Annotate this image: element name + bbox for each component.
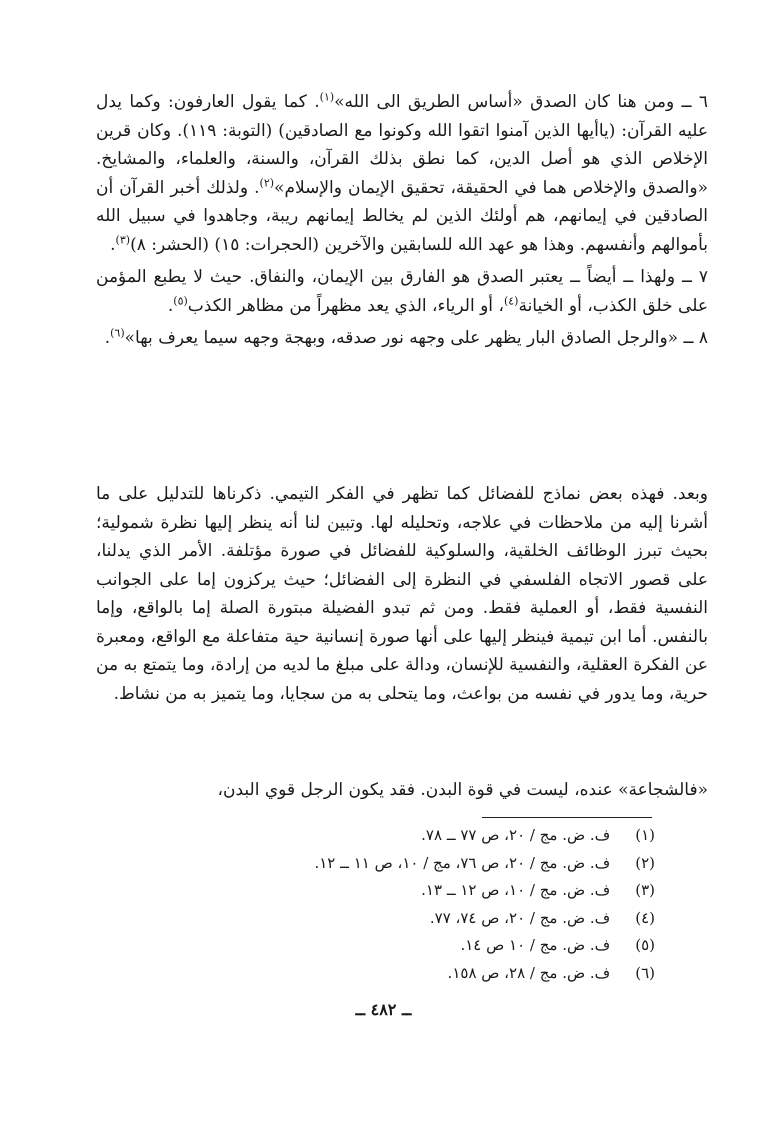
paragraph-6-text-c: . ولذلك أخبر القرآن أن الصادقين في إيمانهم، هم أولئك الذين لم يخالط إيمانهم ريبة، وجاهدوا في سبيل الله بأموالهم وأنفسهم. وهذا هو عهد الله للسابقين والآخرين (الحجرات: ١٥) (الحشر: ٨)	[96, 177, 708, 255]
main-paragraph: وبعد. فهذه بعض نماذج للفضائل كما تظهر في الفكر التيمي. ذكرناها للتدليل على ما أشرنا إليه من ملاحظات في علاجه، وتحليله لها. وتبين لنا أنه ينظر إليها نظرة شمولية؛ بحيث تبرز الوظائف الخلقية، والسلوكية للفضائل في صورة مؤتلفة. الأمر الذي يدلنا، على قصور الاتجاه الفلسفي في النظرة إلى الفضائل؛ حيث يركزون إما على الجوانب النفسية فقط، أو العملية فقط. ومن ثم تبدو الفضيلة مبتورة الصلة إما بالواقع، وإما بالنفس. أما ابن تيمية فينظر إليها على أنها صورة إنسانية حية متفاعلة مع الواقع، ومعبرة عن الفكرة العقلية، والنفسية للإنسان، ودالة على مبلغ ما لديه من إرادة، وما يتمتع به من حرية، وما يدور في نفسه من بواعث، وما يتحلى به من سجايا، وما يتميز به من نشاط.	[96, 484, 708, 704]
paragraph-6-text-b: . كما يقول العارفون: وكما يدل عليه القرآن: (ياأيها الذين آمنوا اتقوا الله وكونوا مع الصادقين) (التوبة: ١١٩). وكان قرين الإخلاص الذي هو أصل الدين، كما نطق بذلك القرآن، والسنة، والعلماء، والمشايخ. «والصدق والإخلاص هما في الحقيقة، تحقيق الإيمان والإسلام»	[96, 92, 708, 198]
footnote-text: ف. ض. مج / ٢٠، ص ٧٤، ٧٧.	[429, 908, 611, 927]
paragraph-8-text-a: ٨ ــ «والرجل الصادق البار يظهر على وجهه نور صدقه، وبهجة وجهه سيما يعرف بها»	[124, 328, 708, 348]
paragraph-7-text-c: .	[167, 295, 174, 316]
paragraph-6	[96, 88, 708, 259]
footnote-text: ف. ض. مج / ١٠، ص ١٢ ــ ١٣.	[421, 881, 611, 899]
footnote-item	[180, 822, 655, 850]
footnote-item	[180, 960, 655, 988]
footnote-text: ف. ض. مج / ٢٠، ص ٧٧ ــ ٧٨.	[421, 826, 611, 844]
paragraph-7-text-b: ، أو الرياء، الذي يعد مظهراً من مظاهر الكذب	[187, 295, 504, 316]
footnote-number: (٥)	[635, 936, 655, 954]
footnote-ref-2: (٢)	[259, 175, 275, 189]
footnote-ref-5: (٥)	[173, 293, 188, 307]
paragraph-7-text-a: ٧ ــ ولهذا ــ أيضاً ــ يعتبر الصدق هو الفارق بين الإيمان، والنفاق. حيث لا يطبع المؤمن على خلق الكذب، أو الخيانة	[96, 267, 708, 316]
footnote-item	[180, 905, 655, 933]
footnote-ref-4: (٤)	[503, 293, 519, 307]
paragraph-7	[96, 263, 708, 320]
footnote-item	[180, 850, 655, 878]
footnote-number: (٦)	[635, 963, 655, 982]
footnote-item	[180, 932, 655, 960]
page-number: ــ ٤٨٢ ــ	[355, 1000, 412, 1019]
footnote-separator	[482, 817, 652, 818]
footnote-number: (٢)	[635, 853, 655, 872]
footnote-text: ف. ض. مج / ٢٠، ص ٧٦، مج / ١٠، ص ١١ ــ ١٢.	[314, 853, 611, 872]
footnote-ref-6: (٦)	[110, 326, 125, 340]
paragraph-6-text-a: ٦ ــ ومن هنا كان الصدق «أساس الطريق الى الله»	[334, 92, 708, 112]
footnote-number: (٤)	[635, 908, 655, 927]
footnotes-list	[180, 822, 655, 987]
footnote-text: ف. ض. مج / ٢٨، ص ١٥٨.	[447, 963, 611, 982]
footnote-item	[180, 877, 655, 905]
paragraph-8-text-b: .	[104, 328, 111, 348]
footnote-text: ف. ض. مج / ١٠ ص ١٤.	[460, 936, 611, 954]
footnote-number: (١)	[635, 826, 655, 844]
footnote-ref-3: (٣)	[115, 232, 131, 246]
paragraph-6-text-d: .	[110, 234, 116, 255]
footnote-number: (٣)	[635, 881, 655, 899]
last-paragraph-line: «فالشجاعة» عنده، ليست في قوة البدن. فقد يكون الرجل قوي البدن،	[217, 780, 708, 800]
footnote-ref-1: (١)	[319, 90, 335, 104]
paragraph-8	[96, 324, 708, 353]
numbered-paragraphs	[96, 88, 708, 353]
